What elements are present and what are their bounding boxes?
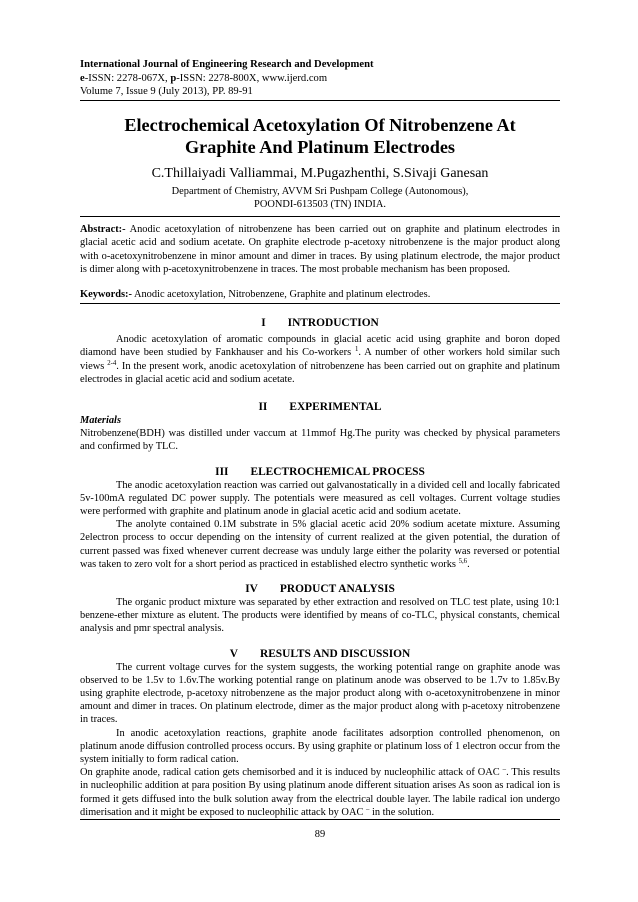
subheading-materials: Materials: [80, 415, 121, 427]
authors: C.Thillaiyadi Valliammai, M.Pugazhenthi, S.Sivaji Ganesan: [151, 165, 489, 181]
journal-volume: Volume 7, Issue 9 (July 2013), PP. 89-91: [80, 86, 253, 98]
section-heading-experimental: II EXPERIMENTAL: [258, 401, 382, 414]
journal-name: International Journal of Engineering Research and Development: [80, 59, 374, 70]
section-heading-results: V RESULTS AND DISCUSSION: [229, 647, 411, 660]
results-paragraph-3: On graphite anode, radical cation gets chemisorbed and it is induced by nucleophilic attack of OAC –. This results in nucleophilic addition at para position By using platinum anode different situation arises As soon as radical ion is formed it gets diffused into the bulk solution away from the electrical double layer. The labile radical ion undergo dimerisation and it might be exposed to nucleophilic attack by OAC – in the solution.: [80, 766, 560, 818]
journal-header: [80, 58, 560, 99]
results-paragraph-1: The current voltage curves for the system suggests, the working potential range on graphite anode was observed to be 1.5v to 1.6v.The working potential range on platinum anode was observed to be 1.7v to 1.85v.By using graphite electrode, p-acetoxy nitrobenzene as the major product along with o-acetoxynitrobenzene in minor amount and dimer in traces. On platinum electrode, dimer as the major product along with p-acetoxy nitrobenzene in traces.: [80, 661, 560, 726]
footer-rule: [80, 819, 560, 820]
affiliation: Department of Chemistry, AVVM Sri Pushpam College (Autonomous), POONDI-613503 (TN) INDIA.: [171, 185, 469, 210]
journal-issn: e-ISSN: 2278-067X, p-ISSN: 2278-800X, www.ijerd.com: [80, 72, 328, 84]
header-rule: [80, 100, 560, 101]
results-paragraph-2: In anodic acetoxylation reactions, graphite anode facilitates adsorption controlled phenomenon, on platinum anode diffusion controlled process occurs. By using graphite or platinum loss of 1 electron occur from the system initially to form radical cation.: [80, 727, 560, 766]
materials-paragraph: Nitrobenzene(BDH) was distilled under vaccum at 11mmof Hg.The purity was checked by physical parameters and confirmed by TLC.: [80, 428, 560, 453]
abstract-top-rule: [80, 216, 560, 217]
paper-title: Electrochemical Acetoxylation Of Nitrobenzene At Graphite And Platinum Electrodes: [124, 114, 516, 157]
section-heading-introduction: I INTRODUCTION: [261, 317, 379, 330]
keywords: Keywords:- Anodic acetoxylation, Nitrobenzene, Graphite and platinum electrodes.: [80, 289, 431, 300]
abstract: Abstract:- Anodic acetoxylation of nitrobenzene has been carried out on graphite and platinum electrodes in glacial acetic acid and sodium acetate. On graphite electrode p-acetoxy nitrobenzene is the major product along with o-acetoxynitrobenzene in minor amount and dimer in traces. By using platinum electrode, the major product is dimer along with p-acetoxynitrobenzene in traces. The most probable mechanism has been proposed.: [80, 224, 560, 275]
section-heading-product-analysis: IV PRODUCT ANALYSIS: [245, 583, 395, 596]
product-analysis-paragraph: The organic product mixture was separated by ether extraction and resolved on TLC test plate, using 10:1 benzene-ether mixture as elutent. The products were identified by means of co-TLC, physical constants, chemical analysis and pmr spectral analysis.: [80, 597, 560, 635]
electrochemical-paragraph-1: The anodic acetoxylation reaction was carried out galvanostatically in a divided cell and locally fabricated 5v-100mA regulated DC power supply. The potentials were measured as cell voltages. Current voltage studies were performed with graphite and platinum anode in glacial acetic acid and sodium acetate.: [80, 479, 560, 518]
page-number: 89: [314, 829, 326, 840]
keywords-rule: [80, 303, 560, 304]
section-heading-electrochemical-process: III ELECTROCHEMICAL PROCESS: [215, 465, 425, 478]
introduction-paragraph: Anodic acetoxylation of aromatic compounds in glacial acetic acid using graphite and boron doped diamond have been studied by Fankhauser and his Co-workers $^1$. A number of other workers hold similar such views $^{2-4}$. In the present work, anodic acetoxylation of nitrobenzene has been carried out on graphite and platinum electrodes in glacial acetic acid and sodium acetate.: [80, 334, 560, 385]
paper-page: [80, 58, 560, 819]
electrochemical-paragraph-2: The anolyte contained 0.1M substrate in 5% glacial acetic acid 20% sodium acetate mixture. Assuming 2electron process to occur depending on the intensity of current realized at the given potential, the duration of current passed was fixed whenever current decrease was unduly large either the polarity was reversed or potential was taken to zero volt for a short period as practiced in established electro synthetic works $^{5,6}$.: [80, 519, 560, 570]
